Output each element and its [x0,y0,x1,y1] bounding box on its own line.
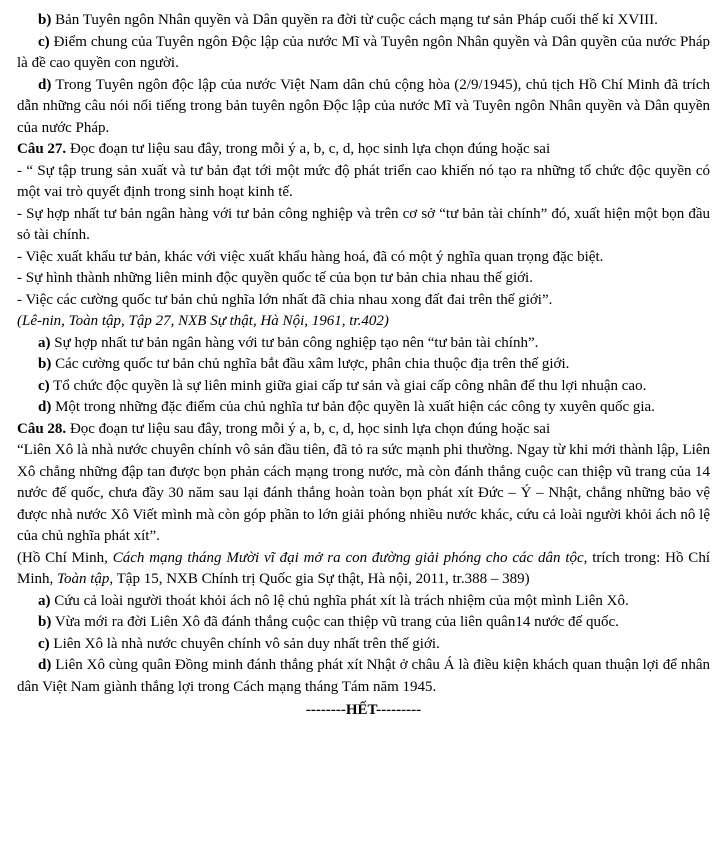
q28-source: (Hồ Chí Minh, Cách mạng tháng Mười vĩ đại mở ra con đường giải phóng cho các dân tộc, trích trong: Hồ Chí Minh, Toàn tập, Tập 15, NXB Chính trị Quốc gia Sự thật, Hà nội, 2011, tr.388 – 389) [17,549,710,587]
q27-passage-line: - Việc các cường quốc tư bản chủ nghĩa lớn nhất đã chia nhau xong đất đai trên thế giới”. [17,291,553,308]
q28-option-c: c) Liên Xô là nhà nước chuyên chính vô sản duy nhất trên thế giới. [38,635,440,652]
q27-option-b: b) Các cường quốc tư bản chủ nghĩa bắt đầu xâm lược, phân chia thuộc địa trên thế giới. [38,356,570,372]
q27-heading: Câu 27. Đọc đoạn tư liệu sau đây, trong mỗi ý a, b, c, d, học sinh lựa chọn đúng hoặc sai [17,141,551,157]
q27-option-a: a) Sự hợp nhất tư bản ngân hàng với tư bản công nghiệp tạo nên “tư bản tài chính”. [38,334,539,351]
end-marker: --------HẾT--------- [305,702,422,718]
q28-heading: Câu 28. Đọc đoạn tư liệu sau đây, trong mỗi ý a, b, c, d, học sinh lựa chọn đúng hoặc sai [17,420,551,437]
q28-passage: “Liên Xô là nhà nước chuyên chính vô sản đầu tiên, đã tỏ ra sức mạnh phi thường. Ngay từ khi mới thành lập, Liên Xô chẳng những đập tan được bọn phản cách mạng trong nước, mà còn đánh thắng cuộc can thiệp vũ trang của 14 nước đế quốc, chưa đầy 30 năm sau lại đánh thắng hoàn toàn bọn phát xít Đức – Ý – Nhật, chẳng những bảo vệ được nhà nước Xô Viết mình mà còn góp phần to lớn giải phóng nhiều nước khác, cứu cả loài người khỏi ách nô lệ của chủ nghĩa phát xít”. [17,442,710,544]
q27-option-c: c) Tổ chức độc quyền là sự liên minh giữa giai cấp tư sản và giai cấp công nhân để thu lợi nhuận cao. [38,377,647,394]
q27-passage-line: - Sự hình thành những liên minh độc quyền quốc tế của bọn tư bản chia nhau thế giới. [17,270,533,286]
q27-passage-line: - Việc xuất khẩu tư bản, khác với việc xuất khẩu hàng hoá, đã có một ý nghĩa quan trọng đặc biệt. [17,248,604,265]
q28-option-b: b) Vừa mới ra đời Liên Xô đã đánh thắng cuộc can thiệp vũ trang của liên quân14 nước đế quốc. [38,614,619,630]
q26-option-d: d) Trong Tuyên ngôn độc lập của nước Việt Nam dân chủ cộng hòa (2/9/1945), chủ tịch Hồ Chí Minh đã trích dẫn những câu nói nổi tiếng trong bản tuyên ngôn Độc lập của nước Mĩ và Tuyên ngôn Nhân quyền và Dân quyền của nước Pháp. [17,76,710,136]
q28-option-a: a) Cứu cả loài người thoát khỏi ách nô lệ chủ nghĩa phát xít là trách nhiệm của một mình Liên Xô. [38,592,629,609]
q26-option-b: b) Bản Tuyên ngôn Nhân quyền và Dân quyền ra đời từ cuộc cách mạng tư sản Pháp cuối thế kỉ XVIII. [38,12,658,28]
q26-option-c: c) Điểm chung của Tuyên ngôn Độc lập của nước Mĩ và Tuyên ngôn Nhân quyền và Dân quyền của nước Pháp là đề cao quyền con người. [17,33,710,71]
q28-option-d: d) Liên Xô cùng quân Đồng minh đánh thắng phát xít Nhật ở châu Á là điều kiện khách quan thuận lợi để nhân dân Việt Nam giành thắng lợi trong Cách mạng tháng Tám năm 1945. [17,657,711,695]
q27-passage-line: - “ Sự tập trung sản xuất và tư bản đạt tới một mức độ phát triển cao khiến nó tạo ra những tổ chức độc quyền có một vai trò quyết định trong sinh hoạt kinh tế. [17,162,710,200]
q27-source: (Lê-nin, Toàn tập, Tập 27, NXB Sự thật, Hà Nội, 1961, tr.402) [17,313,389,329]
q27-passage-line: - Sự hợp nhất tư bản ngân hàng với tư bản công nghiệp và trên cơ sở “tư bản tài chính” đó, xuất hiện một bọn đầu sỏ tài chính. [17,205,710,243]
q27-option-d: d) Một trong những đặc điểm của chủ nghĩa tư bản độc quyền là xuất hiện các công ty xuyên quốc gia. [38,399,655,415]
